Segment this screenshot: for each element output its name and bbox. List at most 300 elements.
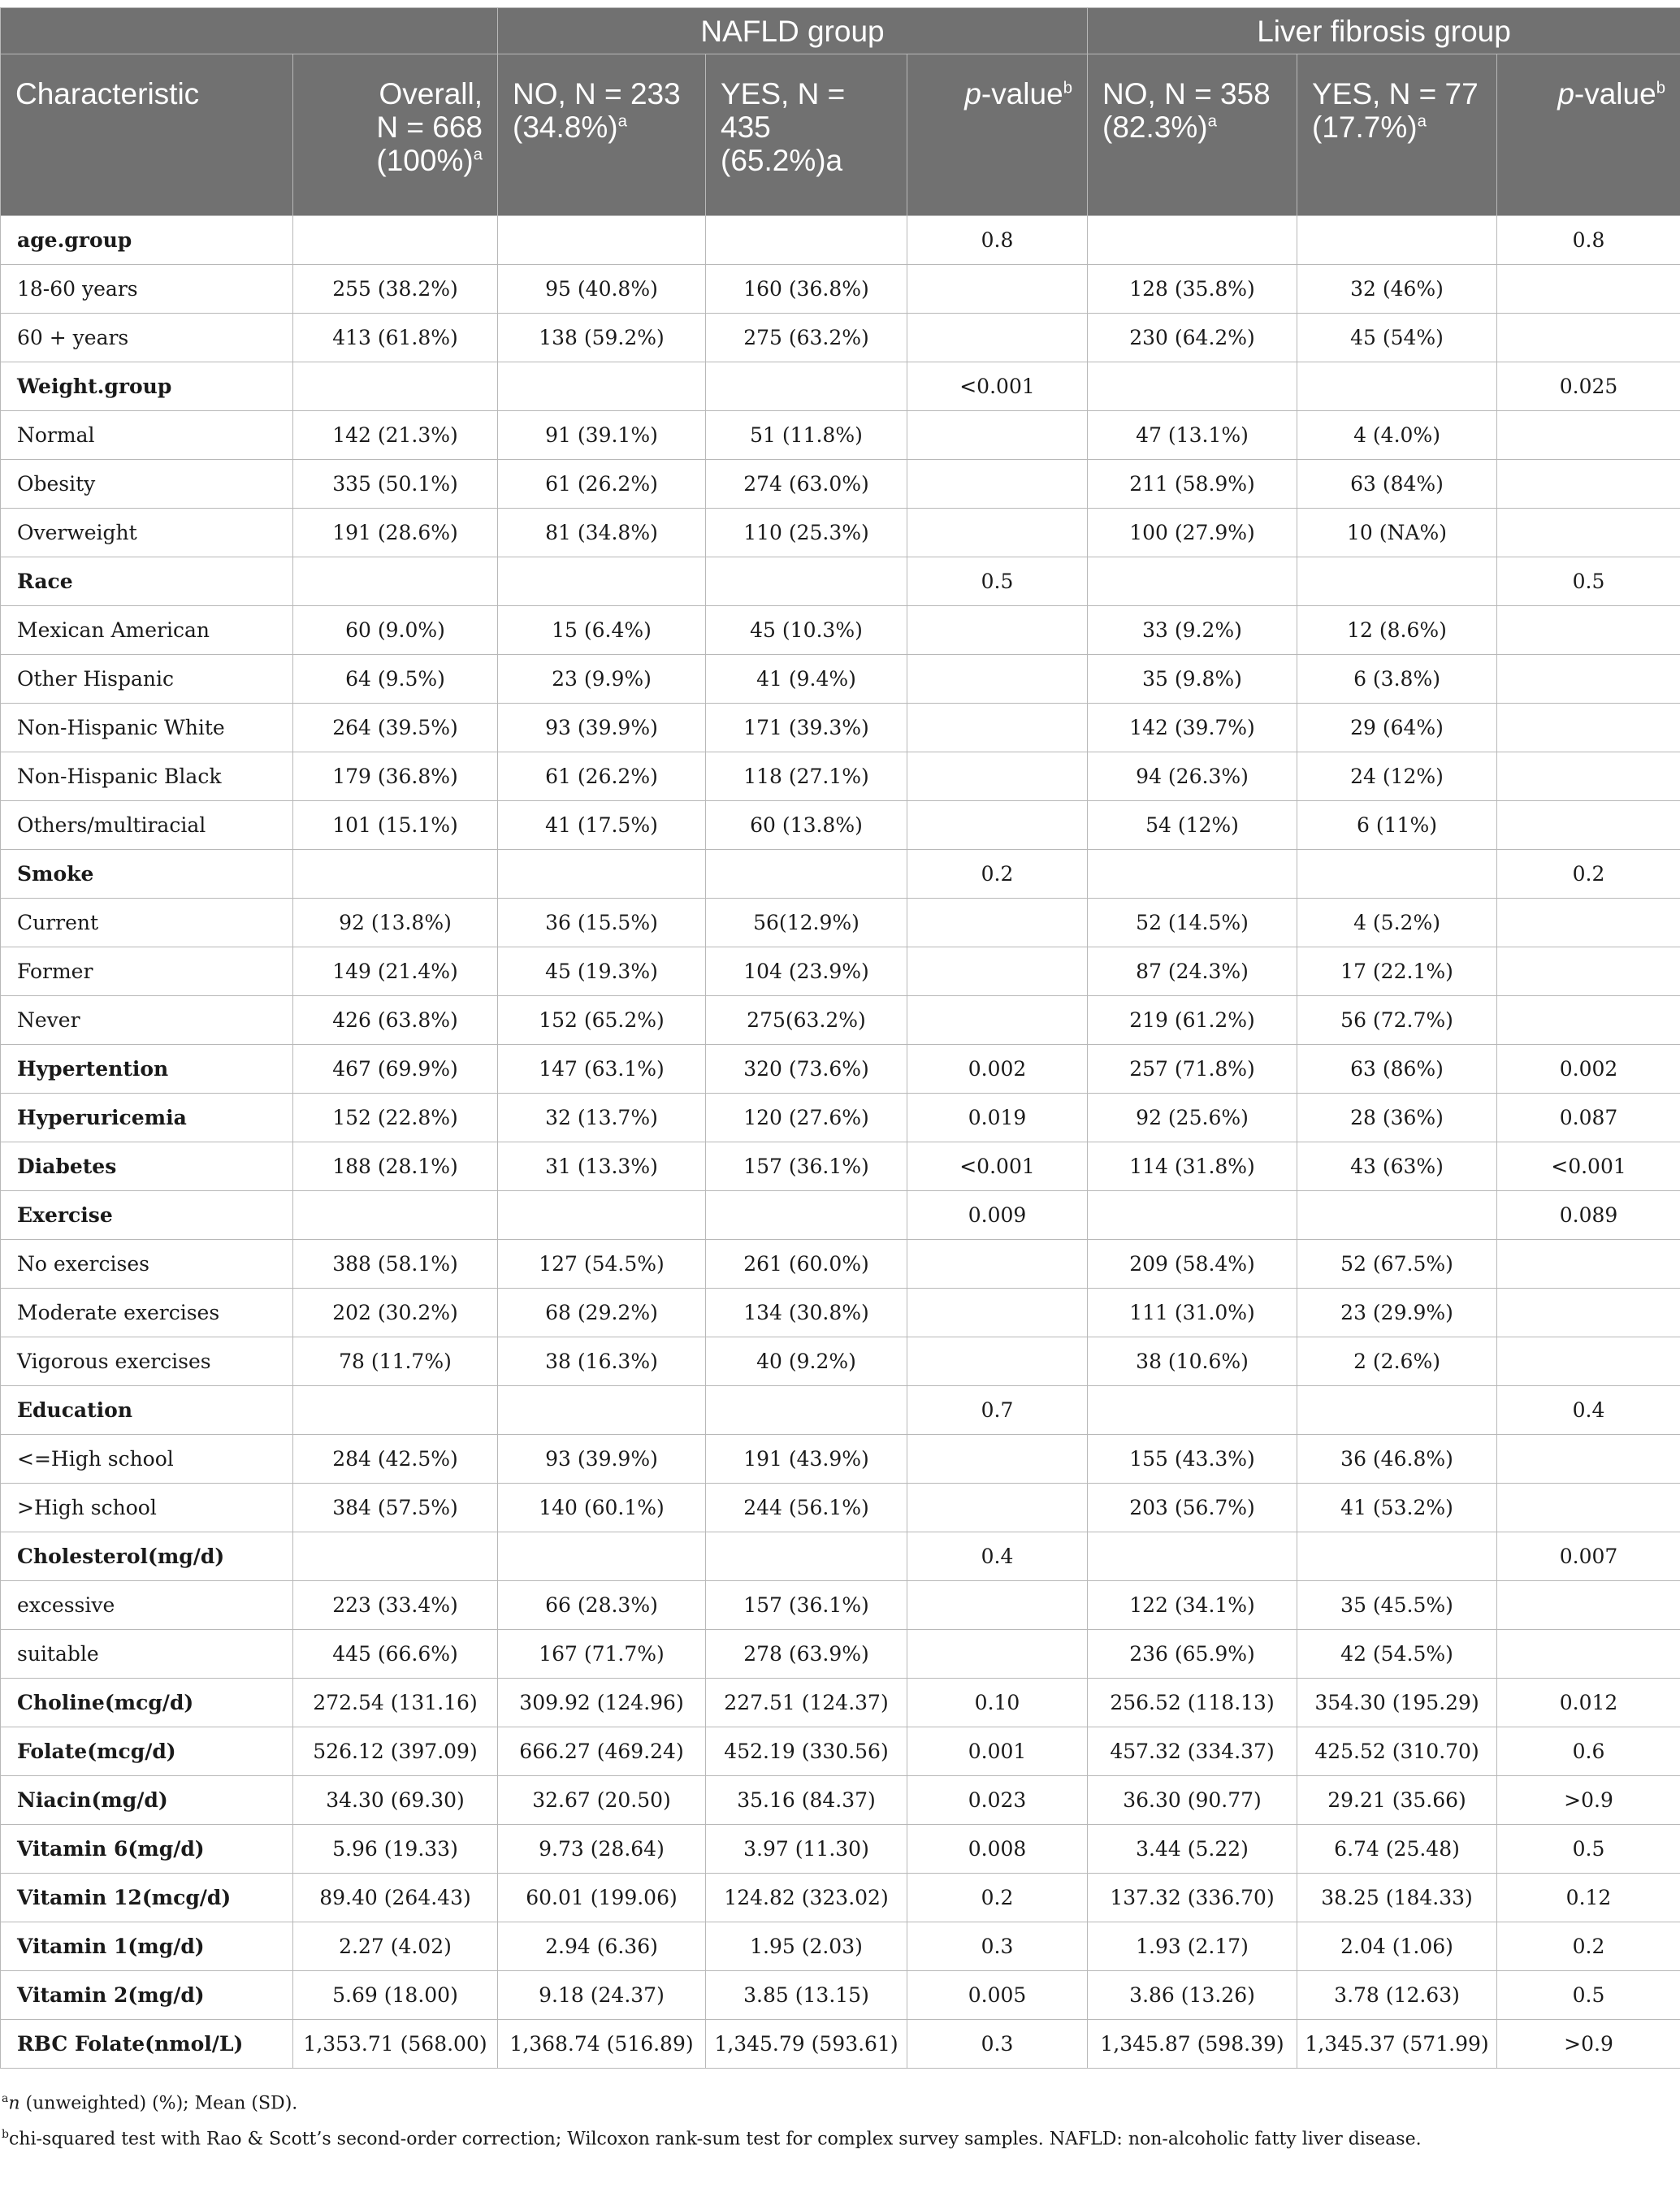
cell-fib-p: 0.002	[1497, 1045, 1680, 1094]
overall-header: Overall, N = 668 $(100\%)^a$	[293, 54, 498, 216]
cell-fib-yes: 36 (46.8%)	[1297, 1435, 1497, 1484]
cell-overall: 413 (61.8%)	[293, 314, 498, 362]
cell-fib-yes: 35 (45.5%)	[1297, 1581, 1497, 1630]
cell-fib-yes	[1297, 1532, 1497, 1581]
footnote-b-mark: b	[1063, 79, 1073, 98]
cell-overall	[293, 362, 498, 411]
cell-nafld-no: 81 (34.8%)	[498, 509, 706, 557]
cell-nafld-yes: 1.95 (2.03)	[706, 1922, 907, 1971]
table-row	[1, 655, 1680, 704]
cell-overall: 388 (58.1%)	[293, 1240, 498, 1289]
cell-overall: 284 (42.5%)	[293, 1435, 498, 1484]
cell-fib-yes: 10 (NA%)	[1297, 509, 1497, 557]
cell-nafld-yes: 110 (25.3%)	[706, 509, 907, 557]
cell-overall: 92 (13.8%)	[293, 899, 498, 947]
table-row	[1, 411, 1680, 460]
cell-fib-no: 52 (14.5%)	[1088, 899, 1297, 947]
cell-nafld-yes: 160 (36.8%)	[706, 265, 907, 314]
fibrosis-group-header: Liver fibrosis group	[1088, 8, 1680, 54]
row-label: Non-Hispanic White	[1, 704, 293, 752]
cell-fib-yes: 6 (3.8%)	[1297, 655, 1497, 704]
cell-fib-p: 0.007	[1497, 1532, 1680, 1581]
cell-fib-no: 1,345.87 (598.39)	[1088, 2020, 1297, 2069]
cell-nafld-p	[907, 1240, 1088, 1289]
cell-fib-yes: 52 (67.5%)	[1297, 1240, 1497, 1289]
row-label: Vigorous exercises	[1, 1337, 293, 1386]
cell-fib-p	[1497, 1581, 1680, 1630]
cell-fib-yes: 38.25 (184.33)	[1297, 1874, 1497, 1922]
cell-nafld-no: 9.18 (24.37)	[498, 1971, 706, 2020]
cell-nafld-p	[907, 801, 1088, 850]
row-label: Education	[1, 1386, 293, 1435]
table-row	[1, 557, 1680, 606]
cell-overall: 149 (21.4%)	[293, 947, 498, 996]
cell-fib-no: 92 (25.6%)	[1088, 1094, 1297, 1142]
table-row	[1, 1922, 1680, 1971]
cell-overall: 264 (39.5%)	[293, 704, 498, 752]
cell-fib-p	[1497, 606, 1680, 655]
table-row	[1, 752, 1680, 801]
characteristics-table	[0, 7, 1680, 2069]
cell-nafld-yes: 56(12.9%)	[706, 899, 907, 947]
cell-fib-no	[1088, 362, 1297, 411]
cell-nafld-no: 60.01 (199.06)	[498, 1874, 706, 1922]
cell-nafld-yes: 45 (10.3%)	[706, 606, 907, 655]
footnote-b-mark: b	[1656, 79, 1666, 98]
cell-fib-no: 137.32 (336.70)	[1088, 1874, 1297, 1922]
cell-fib-yes	[1297, 850, 1497, 899]
cell-nafld-p: 0.4	[907, 1532, 1088, 1581]
cell-overall	[293, 850, 498, 899]
cell-fib-p: <0.001	[1497, 1142, 1680, 1191]
cell-fib-no: 122 (34.1%)	[1088, 1581, 1297, 1630]
cell-nafld-no	[498, 1191, 706, 1240]
cell-nafld-yes: 157 (36.1%)	[706, 1581, 907, 1630]
cell-overall	[293, 1191, 498, 1240]
table-row	[1, 1776, 1680, 1825]
table-row	[1, 314, 1680, 362]
cell-nafld-p: 0.023	[907, 1776, 1088, 1825]
cell-fib-p	[1497, 752, 1680, 801]
cell-nafld-yes	[706, 850, 907, 899]
cell-fib-no: 38 (10.6%)	[1088, 1337, 1297, 1386]
cell-nafld-no: 127 (54.5%)	[498, 1240, 706, 1289]
cell-fib-no: 1.93 (2.17)	[1088, 1922, 1297, 1971]
cell-nafld-yes: 278 (63.9%)	[706, 1630, 907, 1679]
table-row	[1, 362, 1680, 411]
cell-nafld-no: 140 (60.1%)	[498, 1484, 706, 1532]
cell-fib-yes: 24 (12%)	[1297, 752, 1497, 801]
row-label: Folate(mcg/d)	[1, 1727, 293, 1776]
cell-overall: 272.54 (131.16)	[293, 1679, 498, 1727]
cell-fib-yes	[1297, 216, 1497, 265]
cell-fib-no: 3.44 (5.22)	[1088, 1825, 1297, 1874]
cell-overall: 152 (22.8%)	[293, 1094, 498, 1142]
cell-nafld-yes: 3.85 (13.15)	[706, 1971, 907, 2020]
cell-fib-p	[1497, 1289, 1680, 1337]
cell-nafld-p	[907, 411, 1088, 460]
cell-nafld-no	[498, 557, 706, 606]
cell-nafld-yes: 134 (30.8%)	[706, 1289, 907, 1337]
cell-fib-no: 209 (58.4%)	[1088, 1240, 1297, 1289]
cell-fib-p	[1497, 1337, 1680, 1386]
cell-nafld-p	[907, 265, 1088, 314]
row-label: Race	[1, 557, 293, 606]
row-label: Moderate exercises	[1, 1289, 293, 1337]
cell-nafld-yes: 51 (11.8%)	[706, 411, 907, 460]
table-body	[1, 216, 1680, 2069]
cell-nafld-yes: 1,345.79 (593.61)	[706, 2020, 907, 2069]
cell-nafld-yes: 60 (13.8%)	[706, 801, 907, 850]
cell-fib-p: >0.9	[1497, 2020, 1680, 2069]
cell-nafld-yes: 274 (63.0%)	[706, 460, 907, 509]
cell-nafld-no: 93 (39.9%)	[498, 1435, 706, 1484]
row-label: Weight.group	[1, 362, 293, 411]
row-label: 60 + years	[1, 314, 293, 362]
cell-nafld-p: 0.2	[907, 1874, 1088, 1922]
cell-nafld-p	[907, 314, 1088, 362]
cell-fib-yes: 6 (11%)	[1297, 801, 1497, 850]
cell-fib-yes: 63 (86%)	[1297, 1045, 1497, 1094]
table-row	[1, 1727, 1680, 1776]
cell-fib-no	[1088, 1532, 1297, 1581]
cell-fib-p	[1497, 509, 1680, 557]
cell-overall: 142 (21.3%)	[293, 411, 498, 460]
cell-fib-no: 54 (12%)	[1088, 801, 1297, 850]
cell-fib-p: 0.2	[1497, 850, 1680, 899]
cell-overall: 101 (15.1%)	[293, 801, 498, 850]
cell-nafld-yes: 120 (27.6%)	[706, 1094, 907, 1142]
cell-nafld-p: 0.002	[907, 1045, 1088, 1094]
cell-fib-no: 36.30 (90.77)	[1088, 1776, 1297, 1825]
cell-fib-p: 0.8	[1497, 216, 1680, 265]
cell-fib-yes: 29 (64%)	[1297, 704, 1497, 752]
table-row	[1, 1581, 1680, 1630]
nafld-group-header: NAFLD group	[498, 8, 1088, 54]
cell-fib-no: 230 (64.2%)	[1088, 314, 1297, 362]
cell-fib-p	[1497, 947, 1680, 996]
cell-fib-no: 128 (35.8%)	[1088, 265, 1297, 314]
cell-fib-yes: 12 (8.6%)	[1297, 606, 1497, 655]
row-label: Vitamin 2(mg/d)	[1, 1971, 293, 2020]
cell-nafld-p: <0.001	[907, 1142, 1088, 1191]
cell-fib-no	[1088, 1191, 1297, 1240]
cell-nafld-p: 0.5	[907, 557, 1088, 606]
row-label: <=High school	[1, 1435, 293, 1484]
table-row	[1, 801, 1680, 850]
cell-fib-yes: 2.04 (1.06)	[1297, 1922, 1497, 1971]
cell-fib-yes	[1297, 557, 1497, 606]
cell-fib-p: 0.5	[1497, 1971, 1680, 2020]
row-label: Smoke	[1, 850, 293, 899]
row-label: Vitamin 1(mg/d)	[1, 1922, 293, 1971]
cell-overall: 223 (33.4%)	[293, 1581, 498, 1630]
cell-fib-yes: 63 (84%)	[1297, 460, 1497, 509]
cell-nafld-no	[498, 362, 706, 411]
cell-fib-p: 0.5	[1497, 557, 1680, 606]
cell-nafld-yes: 275 (63.2%)	[706, 314, 907, 362]
row-label: Others/multiracial	[1, 801, 293, 850]
cell-fib-no: 203 (56.7%)	[1088, 1484, 1297, 1532]
nafld-p-value-header: p-value$^b$	[907, 54, 1088, 216]
table-row	[1, 606, 1680, 655]
cell-nafld-p: 0.019	[907, 1094, 1088, 1142]
cell-nafld-yes	[706, 557, 907, 606]
cell-fib-p: 0.089	[1497, 1191, 1680, 1240]
cell-overall: 5.69 (18.00)	[293, 1971, 498, 2020]
row-label: Never	[1, 996, 293, 1045]
cell-fib-p	[1497, 899, 1680, 947]
cell-fib-no: 94 (26.3%)	[1088, 752, 1297, 801]
cell-nafld-p	[907, 704, 1088, 752]
cell-nafld-yes	[706, 1191, 907, 1240]
row-label: >High school	[1, 1484, 293, 1532]
cell-fib-yes: 32 (46%)	[1297, 265, 1497, 314]
cell-fib-no: 87 (24.3%)	[1088, 947, 1297, 996]
cell-overall: 255 (38.2%)	[293, 265, 498, 314]
cell-overall: 445 (66.6%)	[293, 1630, 498, 1679]
cell-nafld-yes: 41 (9.4%)	[706, 655, 907, 704]
cell-nafld-yes	[706, 216, 907, 265]
table-container	[0, 7, 1680, 2069]
cell-nafld-p: 0.10	[907, 1679, 1088, 1727]
table-row	[1, 1337, 1680, 1386]
cell-fib-yes: 6.74 (25.48)	[1297, 1825, 1497, 1874]
cell-fib-yes: 29.21 (35.66)	[1297, 1776, 1497, 1825]
cell-fib-no: 3.86 (13.26)	[1088, 1971, 1297, 2020]
cell-nafld-no: 61 (26.2%)	[498, 752, 706, 801]
table-row	[1, 1045, 1680, 1094]
cell-overall: 89.40 (264.43)	[293, 1874, 498, 1922]
cell-nafld-p	[907, 1581, 1088, 1630]
cell-nafld-no: 147 (63.1%)	[498, 1045, 706, 1094]
cell-fib-no: 111 (31.0%)	[1088, 1289, 1297, 1337]
table-row	[1, 1289, 1680, 1337]
row-label: Hypertention	[1, 1045, 293, 1094]
table-row	[1, 1630, 1680, 1679]
table-row	[1, 2020, 1680, 2069]
table-row	[1, 460, 1680, 509]
cell-fib-no	[1088, 1386, 1297, 1435]
cell-fib-yes: 354.30 (195.29)	[1297, 1679, 1497, 1727]
cell-nafld-p	[907, 1630, 1088, 1679]
cell-nafld-p: 0.3	[907, 1922, 1088, 1971]
cell-nafld-no: 95 (40.8%)	[498, 265, 706, 314]
cell-nafld-no	[498, 850, 706, 899]
cell-nafld-no: 31 (13.3%)	[498, 1142, 706, 1191]
row-label: Vitamin 6(mg/d)	[1, 1825, 293, 1874]
cell-nafld-p: 0.3	[907, 2020, 1088, 2069]
cell-overall: 467 (69.9%)	[293, 1045, 498, 1094]
cell-fib-yes: 45 (54%)	[1297, 314, 1497, 362]
cell-nafld-no: 152 (65.2%)	[498, 996, 706, 1045]
cell-overall: 426 (63.8%)	[293, 996, 498, 1045]
row-label: RBC Folate(nmol/L)	[1, 2020, 293, 2069]
cell-nafld-yes	[706, 362, 907, 411]
column-header-row	[1, 54, 1680, 216]
cell-nafld-no: 45 (19.3%)	[498, 947, 706, 996]
cell-fib-p	[1497, 655, 1680, 704]
cell-overall: 202 (30.2%)	[293, 1289, 498, 1337]
table-row	[1, 899, 1680, 947]
cell-overall: 34.30 (69.30)	[293, 1776, 498, 1825]
cell-nafld-no: 1,368.74 (516.89)	[498, 2020, 706, 2069]
table-row	[1, 1971, 1680, 2020]
cell-nafld-p: 0.009	[907, 1191, 1088, 1240]
cell-fib-yes: 1,345.37 (571.99)	[1297, 2020, 1497, 2069]
cell-nafld-yes: 227.51 (124.37)	[706, 1679, 907, 1727]
row-label: Obesity	[1, 460, 293, 509]
cell-nafld-yes: 35.16 (84.37)	[706, 1776, 907, 1825]
row-label: Former	[1, 947, 293, 996]
cell-overall	[293, 1386, 498, 1435]
table-row	[1, 265, 1680, 314]
row-label: Exercise	[1, 1191, 293, 1240]
cell-fib-p	[1497, 1240, 1680, 1289]
cell-nafld-p: 0.001	[907, 1727, 1088, 1776]
group-header-blank	[1, 8, 498, 54]
cell-nafld-no: 68 (29.2%)	[498, 1289, 706, 1337]
cell-fib-no: 35 (9.8%)	[1088, 655, 1297, 704]
row-label: excessive	[1, 1581, 293, 1630]
cell-fib-no: 236 (65.9%)	[1088, 1630, 1297, 1679]
cell-nafld-yes: 171 (39.3%)	[706, 704, 907, 752]
table-row	[1, 509, 1680, 557]
fibrosis-yes-header: YES, N = 77 $(17.7\%)^a$	[1297, 54, 1497, 216]
cell-nafld-yes: 104 (23.9%)	[706, 947, 907, 996]
cell-nafld-no: 9.73 (28.64)	[498, 1825, 706, 1874]
cell-nafld-no: 666.27 (469.24)	[498, 1727, 706, 1776]
row-label: Mexican American	[1, 606, 293, 655]
cell-fib-yes	[1297, 1191, 1497, 1240]
cell-fib-p	[1497, 1484, 1680, 1532]
footnote-a-mark: a	[1417, 112, 1427, 131]
cell-fib-p: 0.4	[1497, 1386, 1680, 1435]
table-row	[1, 1679, 1680, 1727]
footnote-a-mark: a	[1207, 112, 1217, 131]
cell-fib-p: 0.6	[1497, 1727, 1680, 1776]
footnote-a-mark: a	[473, 145, 483, 164]
cell-fib-yes: 17 (22.1%)	[1297, 947, 1497, 996]
cell-fib-p: 0.12	[1497, 1874, 1680, 1922]
cell-overall: 5.96 (19.33)	[293, 1825, 498, 1874]
table-row	[1, 1825, 1680, 1874]
cell-fib-p	[1497, 314, 1680, 362]
table-row	[1, 850, 1680, 899]
cell-fib-yes: 23 (29.9%)	[1297, 1289, 1497, 1337]
cell-nafld-no: 61 (26.2%)	[498, 460, 706, 509]
cell-nafld-yes: 452.19 (330.56)	[706, 1727, 907, 1776]
cell-nafld-p	[907, 899, 1088, 947]
cell-nafld-p: <0.001	[907, 362, 1088, 411]
table-row	[1, 1484, 1680, 1532]
cell-nafld-no: 138 (59.2%)	[498, 314, 706, 362]
cell-overall: 64 (9.5%)	[293, 655, 498, 704]
cell-nafld-no: 167 (71.7%)	[498, 1630, 706, 1679]
cell-nafld-p: 0.8	[907, 216, 1088, 265]
cell-nafld-no: 93 (39.9%)	[498, 704, 706, 752]
cell-nafld-yes: 118 (27.1%)	[706, 752, 907, 801]
row-label: Normal	[1, 411, 293, 460]
cell-nafld-p: 0.005	[907, 1971, 1088, 2020]
cell-nafld-yes: 157 (36.1%)	[706, 1142, 907, 1191]
cell-nafld-p	[907, 1435, 1088, 1484]
cell-fib-yes: 2 (2.6%)	[1297, 1337, 1497, 1386]
cell-nafld-no: 32 (13.7%)	[498, 1094, 706, 1142]
cell-nafld-p	[907, 947, 1088, 996]
cell-fib-yes: 4 (5.2%)	[1297, 899, 1497, 947]
cell-nafld-p	[907, 655, 1088, 704]
table-row	[1, 1532, 1680, 1581]
cell-nafld-yes: 275(63.2%)	[706, 996, 907, 1045]
cell-fib-p	[1497, 996, 1680, 1045]
cell-nafld-p	[907, 460, 1088, 509]
row-label: Vitamin 12(mcg/d)	[1, 1874, 293, 1922]
cell-overall	[293, 557, 498, 606]
cell-nafld-no: 41 (17.5%)	[498, 801, 706, 850]
footnotes	[0, 2092, 1680, 2164]
cell-fib-p: 0.012	[1497, 1679, 1680, 1727]
row-label: Other Hispanic	[1, 655, 293, 704]
cell-overall: 2.27 (4.02)	[293, 1922, 498, 1971]
cell-nafld-no: 2.94 (6.36)	[498, 1922, 706, 1971]
row-label: Niacin(mg/d)	[1, 1776, 293, 1825]
table-row	[1, 1386, 1680, 1435]
cell-nafld-yes: 261 (60.0%)	[706, 1240, 907, 1289]
cell-overall: 384 (57.5%)	[293, 1484, 498, 1532]
cell-nafld-no: 15 (6.4%)	[498, 606, 706, 655]
cell-nafld-p: 0.7	[907, 1386, 1088, 1435]
cell-nafld-no: 91 (39.1%)	[498, 411, 706, 460]
fibrosis-no-header: NO, N = 358 $(82.3\%)^a$	[1088, 54, 1297, 216]
cell-nafld-yes: 244 (56.1%)	[706, 1484, 907, 1532]
cell-fib-no	[1088, 216, 1297, 265]
cell-overall	[293, 1532, 498, 1581]
cell-nafld-yes: 3.97 (11.30)	[706, 1825, 907, 1874]
cell-overall: 1,353.71 (568.00)	[293, 2020, 498, 2069]
cell-nafld-no	[498, 1532, 706, 1581]
nafld-no-header: NO, N = 233 $(34.8\%)^a$	[498, 54, 706, 216]
cell-fib-no: 211 (58.9%)	[1088, 460, 1297, 509]
table-row	[1, 704, 1680, 752]
cell-overall: 188 (28.1%)	[293, 1142, 498, 1191]
cell-fib-yes: 28 (36%)	[1297, 1094, 1497, 1142]
cell-fib-p	[1497, 411, 1680, 460]
cell-fib-p	[1497, 460, 1680, 509]
fibrosis-p-value-header: p-value$^b$	[1497, 54, 1680, 216]
cell-fib-p: 0.5	[1497, 1825, 1680, 1874]
row-label: Non-Hispanic Black	[1, 752, 293, 801]
cell-overall	[293, 216, 498, 265]
cell-fib-yes	[1297, 1386, 1497, 1435]
cell-fib-p: 0.025	[1497, 362, 1680, 411]
cell-fib-yes: 4 (4.0%)	[1297, 411, 1497, 460]
footnote-b: $^b$chi-squared test with Rao & Scott’s second-order correction; Wilcoxon rank-sum test for complex survey samples. NAFLD: non-alcoholic fatty liver disease.	[2, 2128, 1422, 2150]
table-row	[1, 1142, 1680, 1191]
cell-fib-yes: 425.52 (310.70)	[1297, 1727, 1497, 1776]
cell-nafld-p	[907, 606, 1088, 655]
cell-nafld-p	[907, 1484, 1088, 1532]
cell-nafld-p: 0.008	[907, 1825, 1088, 1874]
cell-fib-no: 100 (27.9%)	[1088, 509, 1297, 557]
row-label: Choline(mcg/d)	[1, 1679, 293, 1727]
cell-fib-p	[1497, 1435, 1680, 1484]
cell-fib-no	[1088, 850, 1297, 899]
table-row	[1, 1240, 1680, 1289]
cell-fib-yes: 56 (72.7%)	[1297, 996, 1497, 1045]
cell-fib-p: >0.9	[1497, 1776, 1680, 1825]
cell-overall: 60 (9.0%)	[293, 606, 498, 655]
